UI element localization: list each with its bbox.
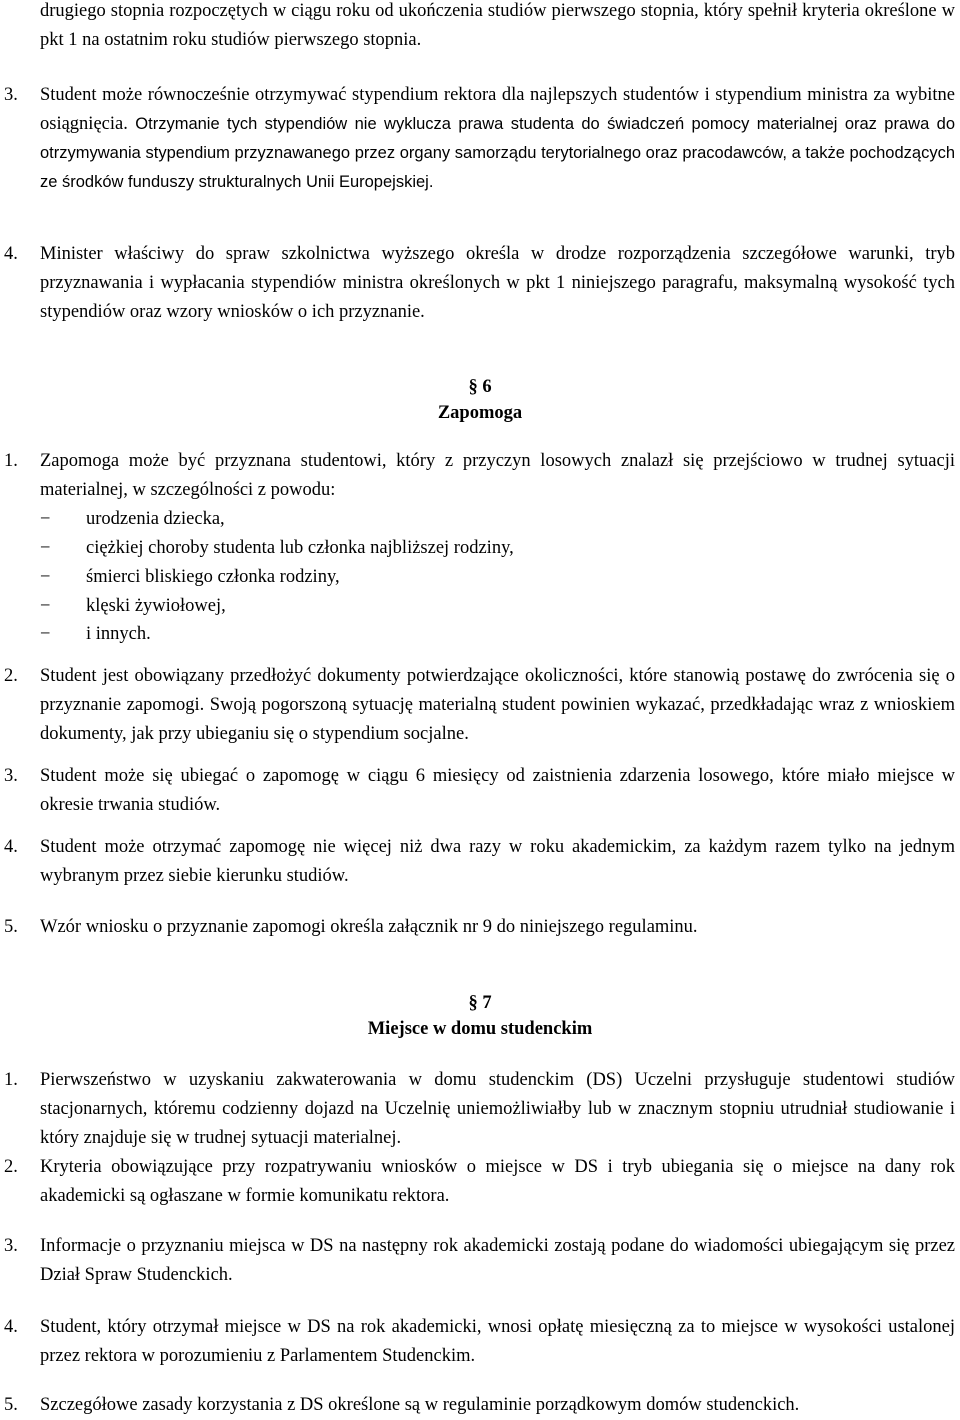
paragraph-text: Student może się ubiegać o zapomogę w ciągu 6 miesięcy od zaistnienia zdarzenia losowego, które miało miejsce w okresie trwania studiów. — [40, 766, 955, 815]
paragraph-text: Kryteria obowiązujące przy rozpatrywaniu wniosków o miejsce w DS i tryb ubiegania się o miejsce na dany rok akademicki są ogłaszane w formie komunikatu rektora. — [40, 1157, 955, 1206]
list-item — [0, 505, 960, 534]
list-item-text: i innych. — [86, 624, 151, 644]
list-item — [0, 534, 960, 563]
dash-bullet: − — [40, 509, 51, 529]
paragraph-text: Student jest obowiązany przedłożyć dokumenty potwierdzające okoliczności, które stanowią postawę do zwrócenia się o przyznanie zapomogi. Swoją pogorszoną sytuację materialną student powinien wykazać, przedkładając wraz z wnioskiem dokumenty, jak przy ubieganiu się o stypendium socjalne. — [40, 666, 955, 744]
paragraph-number: 2. — [4, 1157, 18, 1177]
section-7-title: Miejsce w domu studenckim — [367, 1019, 593, 1039]
list-item-text: ciężkiej choroby studenta lub członka najbliższej rodziny, — [86, 538, 514, 558]
paragraph-number: 4. — [4, 837, 18, 857]
paragraph-text: Szczegółowe zasady korzystania z DS określone są w regulaminie porządkowym domów studenckich. — [40, 1395, 800, 1415]
paragraph-text-serif: Student może równocześnie otrzymywać stypendium rektora dla najlepszych studentów i stypendium ministra za wybitne osiągnięcia. — [40, 85, 955, 134]
paragraph-text: Pierwszeństwo w uzyskaniu zakwaterowania w domu studenckim (DS) Uczelni przysługuje studentowi studiów stacjonarnych, któremu codzienny dojazd na Uczelnię uniemożliwiałby lub w znacznym stopniu utrudniał studiowanie i który znajduje się w trudnej sytuacji materialnej. — [40, 1070, 955, 1148]
list-item-text: śmierci bliskiego członka rodziny, — [86, 567, 340, 587]
dash-bullet: − — [40, 567, 51, 587]
paragraph-text: Student może otrzymać zapomogę nie więcej niż dwa razy w roku akademickim, za każdym razem tylko na jednym wybranym przez siebie kierunku studiów. — [40, 837, 955, 886]
dash-bullet: − — [40, 624, 51, 644]
paragraph-text: drugiego stopnia rozpoczętych w ciągu roku od ukończenia studiów pierwszego stopnia, który spełnił kryteria określone w pkt 1 na ostatnim roku studiów pierwszego stopnia. — [40, 1, 955, 50]
paragraph-text: Student, który otrzymał miejsce w DS na rok akademicki, wnosi opłatę miesięczną za to miejsce w wysokości ustalonej przez rektora w porozumieniu z Parlamentem Studenckim. — [40, 1317, 955, 1366]
paragraph-number: 4. — [4, 1317, 18, 1337]
paragraph-text: Zapomoga może być przyznana studentowi, który z przyczyn losowych znalazł się przejściowo w trudnej sytuacji materialnej, w szczególności z powodu: — [40, 451, 955, 500]
list-item-text: klęski żywiołowej, — [86, 596, 226, 616]
paragraph-number: 5. — [4, 1395, 18, 1415]
paragraph-number: 4. — [4, 244, 18, 264]
paragraph-text — [40, 81, 955, 197]
paragraph-number: 3. — [4, 85, 18, 105]
paragraph-text-sans: Otrzymanie tych stypendiów nie wyklucza prawa studenta do świadczeń pomocy materialnej oraz prawa do otrzymywania stypendium przyznawanego przez organy samorządu terytorialnego oraz pracodawców, a także pochodzących ze środków funduszy strukturalnych Unii Europejskiej. — [40, 115, 955, 191]
paragraph-number: 1. — [4, 451, 18, 471]
list-item — [0, 563, 960, 592]
dash-bullet: − — [40, 596, 51, 616]
paragraph-number: 3. — [4, 1236, 18, 1256]
list-item-text: urodzenia dziecka, — [86, 509, 225, 529]
paragraph-text: Minister właściwy do spraw szkolnictwa wyższego określa w drodze rozporządzenia szczegółowe warunki, tryb przyznawania i wypłacania stypendiów ministra określonych w pkt 1 niniejszego paragrafu, maksymalną wysokość tych stypendiów oraz wzory wniosków o ich przyznanie. — [40, 244, 955, 322]
paragraph-text: Informacje o przyznaniu miejsca w DS na następny rok akademicki zostają podane do wiadomości ubiegającym się przez Dział Spraw Studenckich. — [40, 1236, 955, 1285]
list-item — [0, 592, 960, 621]
paragraph-text: Wzór wniosku o przyznanie zapomogi określa załącznik nr 9 do niniejszego regulaminu. — [40, 917, 698, 937]
section-6-number: § 6 — [468, 377, 492, 397]
paragraph-number: 3. — [4, 766, 18, 786]
section-6-title: Zapomoga — [437, 403, 523, 423]
list-item — [0, 620, 960, 649]
dash-bullet: − — [40, 538, 51, 558]
paragraph-number: 2. — [4, 666, 18, 686]
paragraph-number: 1. — [4, 1070, 18, 1090]
paragraph-number: 5. — [4, 917, 18, 937]
section-7-number: § 7 — [468, 993, 492, 1013]
